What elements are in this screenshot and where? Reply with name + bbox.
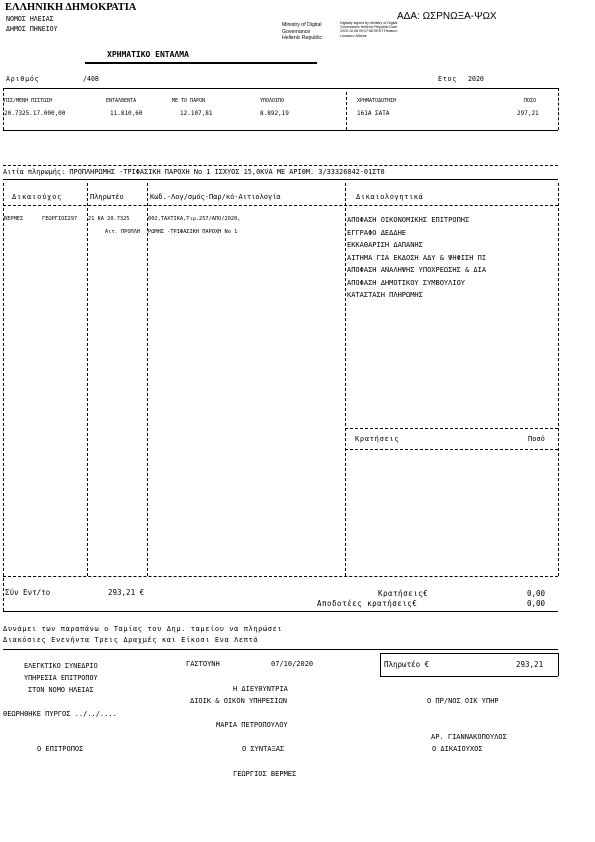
municipality-name: ΔΗΜΟΣ ΠΗΝΕΙΟΥ bbox=[6, 25, 58, 33]
budget-cell-issued: 11.810,60 bbox=[110, 110, 143, 117]
final-payable-value: 293,21 bbox=[516, 660, 544, 669]
audit-court-block: ΕΛΕΓΚΤΙΚΟ ΣΥΝΕΔΡΙΟ ΥΠΗΡΕΣΙΑ ΕΠΙΤΡΟΠΟΥ ΣΤΟΝ ΝΟΜΟ ΗΛΕΙΑΣ bbox=[24, 662, 98, 694]
title-underline bbox=[85, 62, 317, 64]
place-label: ΓΑΣΤΟΥΝΗ bbox=[186, 660, 220, 668]
document-item: ΑΠΟΦΑΣΗ ΔΗΜΟΤΙΚΟΥ ΣΥΜΒΟΥΛΙΟΥ bbox=[347, 278, 466, 287]
payable-extra: Αιτ. ΠΡΟΠΛΗ bbox=[105, 229, 141, 235]
author-name: ΓΕΩΡΓΙΟΣ ΒΕΡΜΕΣ bbox=[233, 770, 297, 778]
code-line-1: 002,ΤΑΧΤΙΚΑ,Τιμ.257/ΑΠΟ/2020, bbox=[148, 216, 241, 222]
final-payable-label: Πληρωτέο € bbox=[384, 660, 430, 669]
digital-signature-block: Digitally signed by Ministry of Digital Governance Hellenic Republic Date: 2020.10.08 09:17:56 EEST Reason: Location: Athens bbox=[340, 21, 398, 38]
ministry-label: Ministry of Digital Governance Hellenic Republic bbox=[282, 22, 323, 42]
budget-cell-credit: 20.7325.17.000,00 bbox=[4, 110, 66, 117]
document-item: ΚΑΤΑΣΤΑΣΗ ΠΛΗΡΩΜΗΣ bbox=[347, 291, 423, 299]
code-line-2: ΡΩΜΗΣ -ΤΡΙΦΑΣΙΚΗ ΠΑΡΟΧΗ Νο 1 bbox=[148, 229, 238, 235]
director-title: Η ΔΙΕΥΘΥΝΤΡΙΑ bbox=[233, 685, 288, 693]
budget-header-amount: ΠΟΣΟ bbox=[524, 98, 537, 104]
number-value: /408 bbox=[83, 75, 99, 83]
head-of-department-name: ΑΡ. ΓΙΑΝΝΑΚΟΠΟΥΛΟΣ bbox=[431, 733, 507, 741]
budget-cell-funding: 161Α ΣΑΤΑ bbox=[357, 110, 390, 117]
deductions-amount-header: Ποσό bbox=[528, 435, 545, 443]
beneficiary-extra: ΓΕΩΡΓΙΟΣ297 bbox=[42, 216, 78, 222]
budget-header-funding: ΧΡΗΜΑΤΟΔΟΤΗΣΗ bbox=[357, 98, 397, 104]
budget-cell-current: 12.107,81 bbox=[180, 110, 213, 117]
budget-cell-balance: 8.892,19 bbox=[260, 110, 289, 117]
col-header-code: Κωδ.-Λογ/σμός-Παρ/κό-Αιτιολογία bbox=[150, 193, 281, 201]
deductions-total-value: 0,00 bbox=[527, 589, 546, 598]
payable-value: 21 ΚΑ 20.7325 bbox=[88, 216, 130, 222]
document-item: ΑΠΟΦΑΣΗ ΟΙΚΟΝΟΜΙΚΗΣ ΕΠΙΤΡΟΠΗΣ bbox=[347, 216, 470, 224]
director-department: ΔΙΟΙΚ & ΟΙΚΟΝ ΥΠΗΡΕΣΙΩΝ bbox=[190, 697, 287, 705]
prefecture-name: ΝΟΜΟΣ ΗΛΕΙΑΣ bbox=[6, 15, 54, 23]
author-title: Ο ΣΥΝΤΑΞΑΣ bbox=[242, 745, 285, 753]
document-item: ΑΙΤΗΜΑ ΓΙΑ ΕΚΔΟΣΗ ΑΔΥ & ΨΗΦΙΣΗ ΠΙ bbox=[347, 253, 487, 262]
deductions-header: Κρατήσεις bbox=[355, 435, 400, 443]
sum-value: 293,21 € bbox=[108, 588, 145, 597]
republic-heading: ΕΛΛΗΝΙΚΗ ΔΗΜΟΚΡΑΤΙΑ bbox=[5, 2, 137, 13]
beneficiary-title: Ο ΔΙΚΑΙΟΥΧΟΣ bbox=[432, 745, 483, 753]
budget-table-bottom bbox=[3, 130, 558, 131]
budget-header-balance: ΥΠΟΛΟΙΠΟ bbox=[260, 98, 285, 104]
budget-header-current: ΜΕ ΤΟ ΠΑΡΟΝ bbox=[172, 98, 206, 104]
year-label: Ετος bbox=[438, 75, 458, 83]
sum-label: Σύν Εντ/το bbox=[5, 588, 51, 597]
returned-deductions-label: Αποδοτέες κρατήσεις€ bbox=[317, 599, 418, 608]
ada-code: ΑΔΑ: ΩΣΡΝΩΞΑ-ΨΩΧ bbox=[397, 11, 497, 22]
document-item: ΑΠΟΦΑΣΗ ΑΝΑΛΗΨΗΣ ΥΠΟΧΡΕΩΣΗΣ & ΔΙΑ bbox=[347, 266, 487, 274]
head-of-department-title: Ο ΠΡ/ΝΟΣ ΟΙΚ ΥΠΗΡ bbox=[427, 697, 499, 705]
budget-cell-amount: 297,21 bbox=[517, 110, 539, 117]
document-item: ΕΓΓΡΑΦΟ ΔΕΔΔΗΕ bbox=[347, 228, 407, 237]
document-title: ΧΡΗΜΑΤΙΚΟ ΕΝΤΑΛΜΑ bbox=[107, 50, 189, 59]
commissioner-title: Ο ΕΠΙΤΡΟΠΟΣ bbox=[37, 745, 84, 753]
budget-table-top bbox=[3, 88, 558, 89]
col-header-documents: Δικαιολογητικά bbox=[356, 193, 424, 201]
returned-deductions-value: 0,00 bbox=[527, 599, 546, 608]
number-label: Αριθμός bbox=[6, 75, 40, 83]
deductions-total-label: Κρατήσεις€ bbox=[378, 589, 429, 598]
payment-instruction: Δυνάμει των παραπάνω ο Ταμίας του Δημ. ταμείου να πληρώσει bbox=[3, 625, 283, 633]
document-item: ΕΚΚΑΘΑΡΙΣΗ ΔΑΠΑΝΗΣ bbox=[347, 241, 423, 249]
director-name: ΜΑΡΙΑ ΠΕΤΡΟΠΟΥΛΟΥ bbox=[216, 721, 288, 729]
beneficiary-name: ΒΕΡΜΕΣ bbox=[4, 216, 24, 222]
approved-stamp: ΘΕΩΡΗΘΗΚΕ ΠΥΡΓΟΣ ../../.... bbox=[3, 710, 117, 718]
amount-in-words: Διακόσιες Ενενήντα Τρεις Δραχμές και Είκοσι Ενα Λεπτά bbox=[3, 636, 259, 644]
col-header-beneficiary: Δικαιούχος bbox=[12, 193, 63, 201]
documents-list bbox=[347, 214, 486, 302]
col-header-payable: Πληρωτέο bbox=[90, 193, 124, 201]
budget-header-credit: ΠΙΣ/ΜΕΝΗ ΠΙΣΤΩΣΗ bbox=[4, 98, 53, 104]
issue-date: 07/10/2020 bbox=[271, 660, 314, 668]
payment-reason: Αιτία πληρωμής: ΠΡΟΠΛΗΡΩΜΗΣ -ΤΡΙΦΑΣΙΚΗ ΠΑΡΟΧΗ Νο 1 ΙΣΧΥΟΣ 15,0KVA ΜΕ ΑΡΙΘΜ. 3/33326042-01ΣΤ0 bbox=[3, 168, 385, 176]
year-value: 2020 bbox=[468, 75, 484, 83]
budget-header-issued: ΕΝΤΑΛΘΕΝΤΑ bbox=[106, 98, 137, 104]
